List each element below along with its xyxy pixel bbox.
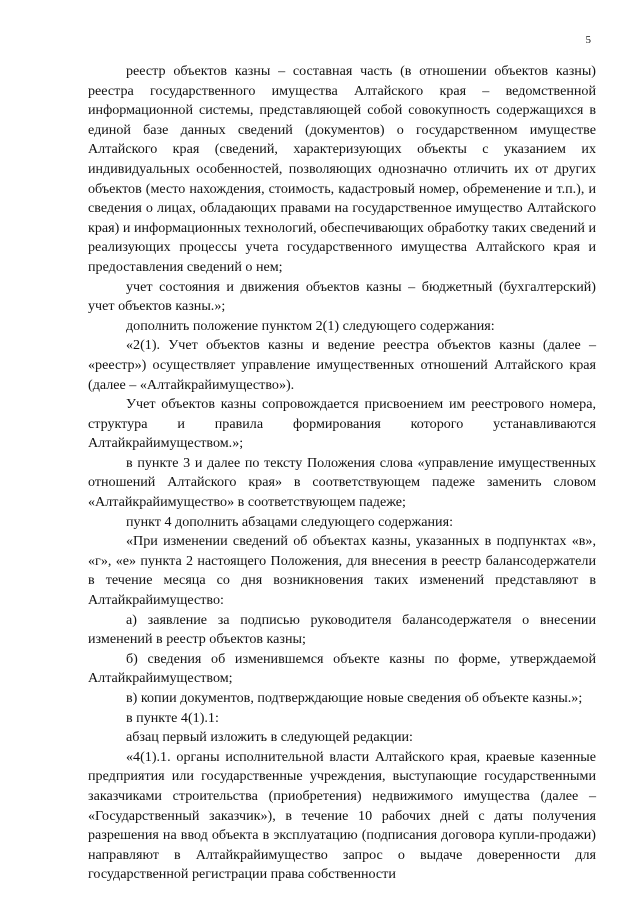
paragraph: учет состояния и движения объектов казны – бюджетный (бухгалтерский) учет объектов казны.»; — [88, 278, 596, 315]
paragraph: дополнить положение пунктом 2(1) следующего содержания: — [126, 317, 495, 334]
paragraph: «При изменении сведений об объектах казны, указанных в подпунктах «в», «г», «е» пункта 2 настоящего Положения, для внесения в реестр балансодержатели в течение месяца со дня возникновения таких изменений представляют в Алтайкрайимущество: — [88, 533, 596, 609]
paragraph: реестр объектов казны – составная часть (в отношении объектов казны) реестра государственного имущества Алтайского края – ведомственной информационной системы, представляющей собой совокупность содержащихся в единой базе данных сведений (документов) о государственном имуществе Алтайского края (сведений, характеризующих объекты с указанием их индивидуальных особенностей, позволяющих однозначно отличить их от других объектов (место нахождения, стоимость, кадастровый номер, обременение и т.п.), и сведения о лицах, обладающих правами на государственное имущество Алтайского края) и информационных технологий, обеспечивающих обработку таких сведений и реализующих процессы учета государственного имущества Алтайского края и предоставления сведений о нем; — [88, 63, 596, 275]
paragraph: в) копии документов, подтверждающие новые сведения об объекте казны.»; — [126, 690, 583, 706]
paragraph: в пункте 4(1).1: — [126, 709, 219, 726]
paragraph: абзац первый изложить в следующей редакции: — [126, 729, 413, 746]
paragraph: пункт 4 дополнить абзацами следующего содержания: — [126, 513, 453, 530]
paragraph: «4(1).1. органы исполнительной власти Алтайского края, краевые казенные предприятия или государственные учреждения, выступающие государственными заказчиками строительства (приобретения) недвижимого имущества (далее – «Государственный заказчик»), в течение 10 рабочих дней с даты получения разрешения на ввод объекта в эксплуатацию (подписания договора купли-продажи) направляют в Алтайкрайимущество запрос о выдаче доверенности для государственной регистрации права собственности — [88, 748, 596, 883]
paragraph: б) сведения об изменившемся объекте казны по форме, утверждаемой Алтайкрайимуществом; — [88, 650, 596, 687]
paragraph: «2(1). Учет объектов казны и ведение реестра объектов казны (далее – «реестр») осуществляет управление имущественных отношений Алтайского края (далее – «Алтайкрайимущество»). — [88, 337, 596, 393]
paragraph: а) заявление за подписью руководителя балансодержателя о внесении изменений в реестр объектов казны; — [88, 611, 596, 648]
paragraph: в пункте 3 и далее по тексту Положения слова «управление имущественных отношений Алтайского края» в соответствующем падеже заменить словом «Алтайкрайимущество» в соответствующем падеже; — [88, 454, 596, 511]
paragraph: Учет объектов казны сопровождается присвоением им реестрового номера, структура и правила формирования которого устанавливаются Алтайкрайимуществом.»; — [88, 396, 596, 452]
page-number: 5 — [585, 34, 591, 46]
document-body — [88, 62, 596, 885]
